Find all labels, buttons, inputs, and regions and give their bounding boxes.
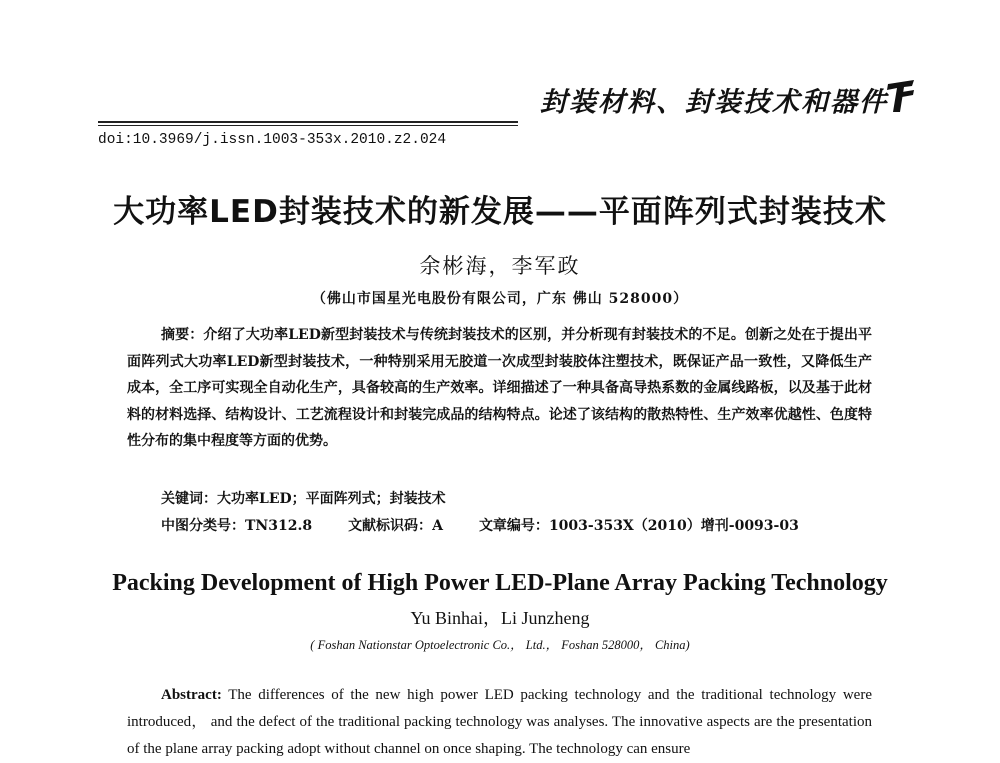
authors-zh: 余彬海，李军政 xyxy=(419,254,581,278)
classification-row xyxy=(161,515,881,535)
keywords-zh-label: 关键词： xyxy=(161,491,217,507)
article-no-label: 文章编号： xyxy=(478,518,549,534)
abstract-en xyxy=(127,682,872,763)
header-rule xyxy=(98,121,518,126)
paper-title-zh: 大功率LED封装技术的新发展——平面阵列式封装技术 xyxy=(113,194,887,230)
doc-code-label: 文献标识码： xyxy=(348,518,433,534)
clc-label: 中图分类号： xyxy=(161,518,245,534)
doc-code-value: A xyxy=(432,518,443,534)
doi: doi:10.3969/j.issn.1003-353x.2010.z2.024 xyxy=(98,132,447,148)
abstract-zh-label: 摘要： xyxy=(161,327,204,343)
keywords-zh-text: 大功率LED；平面阵列式；封装技术 xyxy=(217,491,446,507)
affiliation-zh: （佛山市国星光电股份有限公司，广东 佛山 528000） xyxy=(311,291,689,307)
journal-section-title: 封装材料、封装技术和器件 xyxy=(540,87,888,118)
paper-title-en: Packing Development of High Power LED-Plane Array Packing Technology xyxy=(112,570,888,596)
article-no-value: 1003-353X（2010）增刊-0093-03 xyxy=(548,518,799,534)
clc-value: TN312.8 xyxy=(245,518,313,534)
affiliation-en: ( Foshan Nationstar Optoelectronic Co.， Ltd.， Foshan 528000， China) xyxy=(310,638,690,652)
abstract-en-label: Abstract: xyxy=(161,687,222,703)
journal-logo-icon xyxy=(884,76,918,116)
abstract-zh-text: 介绍了大功率LED新型封装技术与传统封装技术的区别，并分析现有封装技术的不足。创新之处在于提出平面阵列式大功率LED新型封装技术，一种特别采用无胶道一次成型封装胶体注塑技术，既保证产品一致性，又降低生产成本，全工序可实现全自动化生产，具备较高的生产效率。详细描述了一种具备高导热系数的金属线路板，以及基于此材料的材料选择、结构设计、工艺流程设计和封装完成品的结构特点。论述了该结构的散热特性、生产效率优越性、色度特性分布的集中程度等方面的优势。 xyxy=(127,327,873,450)
abstract-en-text: The differences of the new high power LED packing technology and the traditional technology were introduced， and the defect of the traditional packing technology was analyses. The innovative aspects are the presentation of the plane array packing adopt without channel on once shaping. The technology can ensure xyxy=(127,687,872,757)
keywords-zh xyxy=(161,488,446,508)
abstract-zh xyxy=(127,322,872,455)
authors-en: Yu Binhai，Li Junzheng xyxy=(410,608,590,628)
